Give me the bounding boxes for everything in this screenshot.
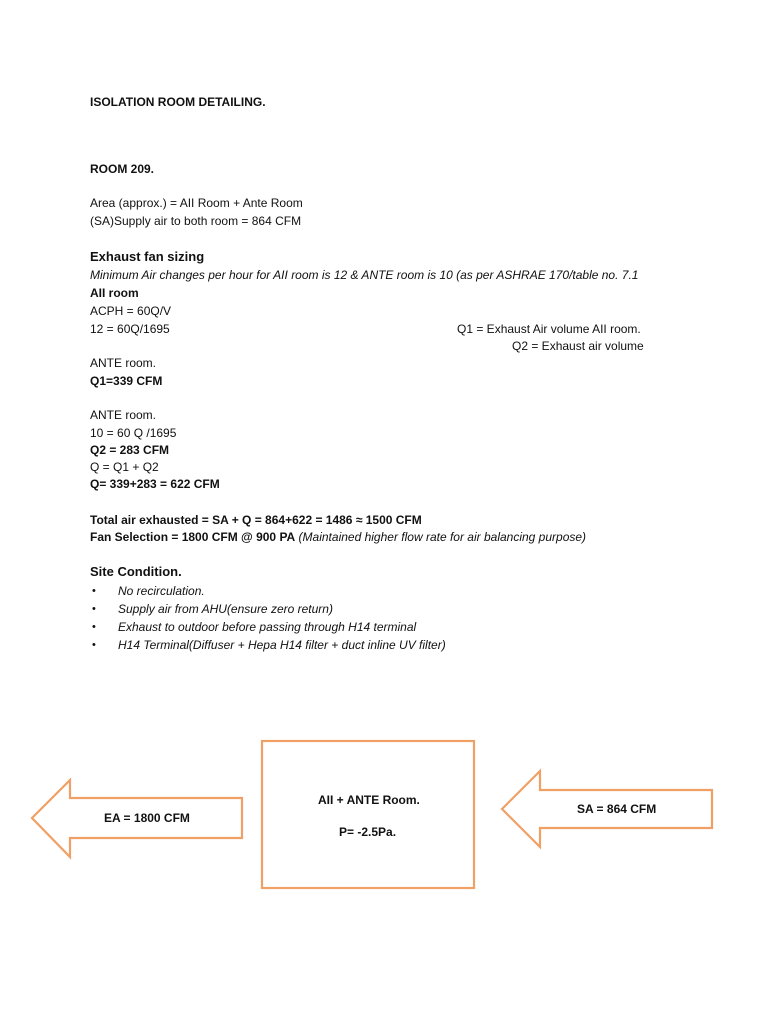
bullet-icon: • [92, 585, 96, 597]
ante-room-label: ANTE room. [90, 356, 157, 370]
bullet-icon: • [92, 621, 96, 633]
fan-selection-note: (Maintained higher flow rate for air balancing purpose) [295, 530, 587, 544]
document-title: ISOLATION ROOM DETAILING. [90, 95, 266, 109]
ea-label: EA = 1800 CFM [104, 811, 190, 825]
acph-formula: ACPH = 60Q/V [90, 304, 172, 318]
supply-air-line: (SA)Supply air to both room = 864 CFM [90, 214, 302, 228]
site-condition-item: Exhaust to outdoor before passing through H14 terminal [118, 620, 417, 634]
pressure-label: P= -2.5Pa. [339, 825, 397, 839]
room-number: ROOM 209. [90, 162, 155, 176]
q2-result: Q2 = 283 CFM [90, 443, 170, 457]
total-air-exhausted: Total air exhausted = SA + Q = 864+622 = 1486 ≈ 1500 CFM [90, 513, 422, 527]
min-air-changes-line: Minimum Air changes per hour for AII room is 12 & ANTE room is 10 (as per ASHRAE 170/table no. 7.1 [90, 268, 639, 282]
bullet-icon: • [92, 603, 96, 615]
site-condition-heading: Site Condition. [90, 564, 182, 579]
fan-selection: Fan Selection = 1800 CFM @ 900 PA [90, 530, 296, 544]
site-condition-item: No recirculation. [118, 584, 205, 598]
site-condition-item: Supply air from AHU(ensure zero return) [118, 602, 333, 616]
bullet-icon: • [92, 639, 96, 651]
sa-label: SA = 864 CFM [577, 802, 657, 816]
exhaust-fan-heading: Exhaust fan sizing [90, 249, 205, 264]
area-line: Area (approx.) = AII Room + Ante Room [90, 196, 303, 210]
site-condition-item: H14 Terminal(Diffuser + Hepa H14 filter + duct inline UV filter) [118, 638, 446, 652]
q1-result: Q1=339 CFM [90, 374, 163, 388]
aii-calculation: 12 = 60Q/1695 [90, 322, 170, 336]
ante-room-label-2: ANTE room. [90, 408, 157, 422]
q1-note: Q1 = Exhaust Air volume AII room. [457, 322, 641, 336]
ante-calculation: 10 = 60 Q /1695 [90, 426, 177, 440]
q-sum-formula: Q = Q1 + Q2 [90, 460, 159, 474]
q2-note: Q2 = Exhaust air volume [512, 339, 644, 353]
room-box [262, 741, 474, 888]
room-label: AII + ANTE Room. [318, 793, 420, 807]
q-total: Q= 339+283 = 622 CFM [90, 477, 220, 491]
aii-room-label: AII room [90, 286, 139, 300]
